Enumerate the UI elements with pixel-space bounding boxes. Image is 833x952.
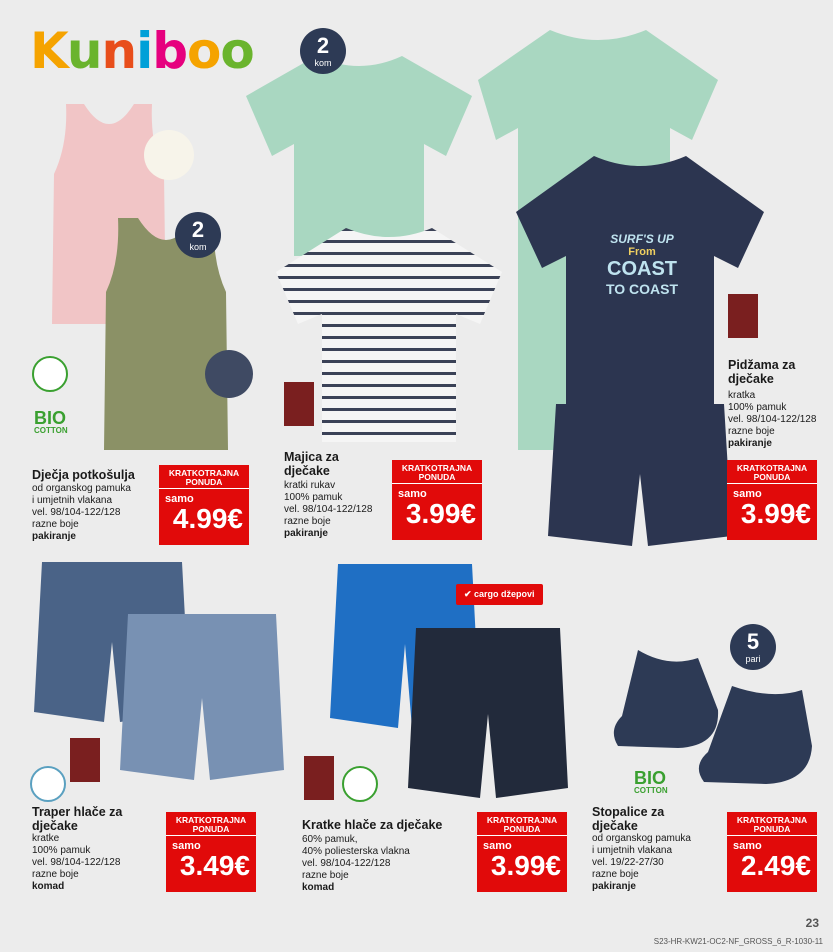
price-box-potkosulja: KRATKOTRAJNA PONUDA samo 4.99€ [159,465,249,545]
shirt-print-graphic: SURF'S UP From COAST TO COAST [605,232,679,297]
green-tshirt-image [246,56,472,256]
product-desc-kratke: 60% pamuk, 40% poliesterska vlakna vel. 98/104-122/128 razne boje komad [302,834,410,893]
product-title-kratke: Kratke hlače za dječake [302,818,443,832]
recycled-certificate-icon [342,766,378,802]
product-desc-stopalice: od organskog pamuka i umjetnih vlakana vel. 19/22-27/30 razne boje pakiranje [592,833,691,892]
product-title-stopalice: Stopalice za dječake [592,805,665,833]
count-badge-stopalice: 5 pari [730,624,776,670]
green-tanktop-image [96,218,236,450]
sock-image-right [692,686,814,786]
product-desc-pidzama: kratka 100% pamuk vel. 98/104-122/128 razne boje pakiranje [728,390,817,449]
product-desc-traper: kratke 100% pamuk vel. 98/104-122/128 razne boje komad [32,833,121,892]
product-title-traper: Traper hlače za dječake [32,805,123,833]
cotton-made-in-africa-icon [304,756,334,800]
cotton-made-in-africa-icon [284,382,314,426]
fabric-swatch-white [144,130,194,180]
product-title-majica: Majica za dječake [284,450,339,478]
price-box-stopalice: KRATKOTRAJNA PONUDA samo 2.49€ [727,812,817,892]
cotton-made-in-africa-icon [728,294,758,338]
kuniboo-logo: Kuniboo [30,22,254,80]
product-desc-majica: kratki rukav 100% pamuk vel. 98/104-122/128 razne boje pakiranje [284,480,373,539]
price-box-kratke: KRATKOTRAJNA PONUDA samo 3.99€ [477,812,567,892]
cotton-made-in-africa-icon [70,738,100,782]
navy-cargo-shorts-image [408,628,568,798]
price-box-traper: KRATKOTRAJNA PONUDA samo 3.49€ [166,812,256,892]
bio-cotton-label: BIO COTTON [634,768,668,795]
pyjama-shorts-image [548,404,732,546]
product-title-pidzama: Pidžama za dječake [728,358,796,386]
fabric-swatch-navy [205,350,253,398]
denim-shorts-light-image [120,614,284,780]
bio-cotton-label: BIO COTTON [34,408,68,435]
page-number: 23 [805,916,819,930]
product-desc-potkosulja: od organskog pamuka i umjetnih vlakana vel. 98/104-122/128 razne boje pakiranje [32,483,131,542]
price-box-pidzama: KRATKOTRAJNA PONUDA samo 3.99€ [727,460,817,540]
price-box-majica: KRATKOTRAJNA PONUDA samo 3.99€ [392,460,482,540]
cargo-pockets-tag: ✔ cargo džepovi [456,584,543,605]
count-badge-majica: 2 kom [300,28,346,74]
footer-code: S23-HR-KW21-OC2-NF_GROSS_6_R-1030-11 [653,937,823,946]
recycled-certificate-icon [30,766,66,802]
count-badge-potkosulja: 2 kom [175,212,221,258]
product-title-potkosulja: Dječja potkošulja [32,468,135,482]
gots-certificate-icon [32,356,68,392]
